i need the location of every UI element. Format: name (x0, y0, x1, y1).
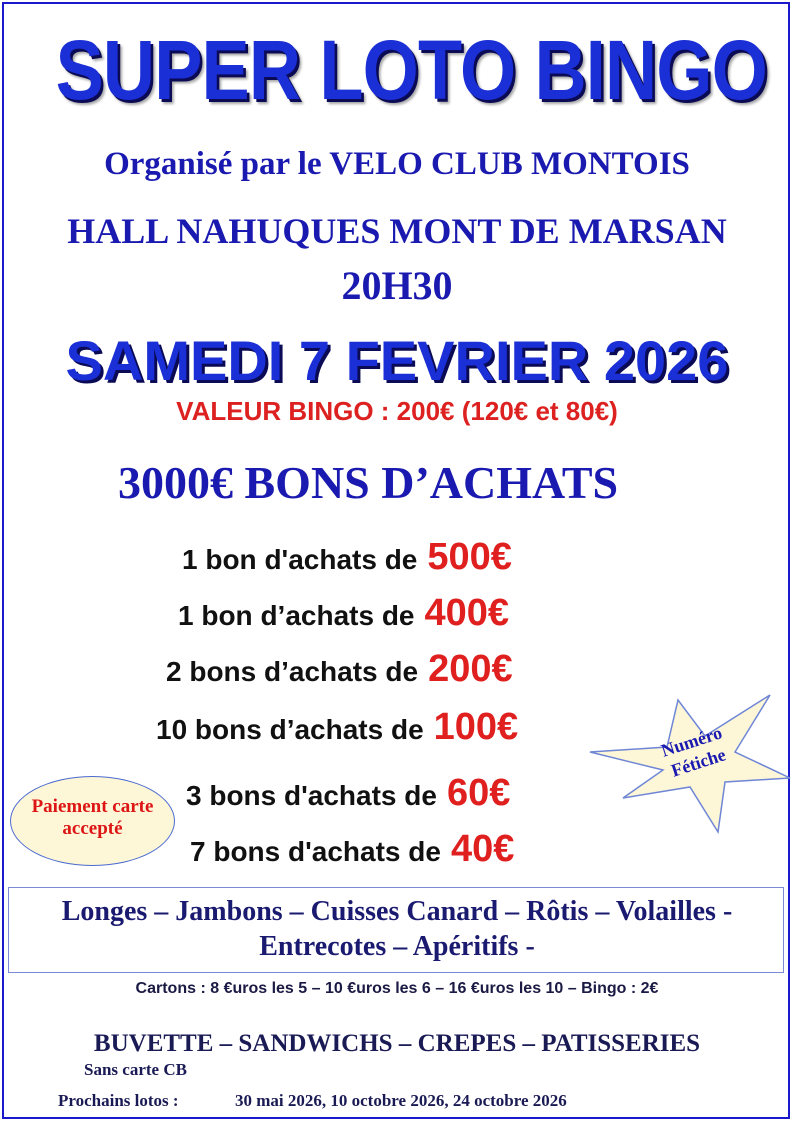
prize-line (182, 536, 512, 579)
bingo-value: VALEUR BINGO : 200€ (120€ et 80€) (176, 396, 618, 426)
prize-amount: 500€ (427, 536, 512, 578)
next-lotos-label: Prochains lotos : (58, 1091, 179, 1110)
lots-line-1: Longes – Jambons – Cuisses Canard – Rôtis – Volailles - (61, 896, 733, 927)
prize-amount: 400€ (424, 592, 510, 634)
payment-badge-text: Paiement carte accepté (31, 796, 154, 839)
buvette-line: BUVETTE – SANDWICHS – CREPES – PATISSERIES (93, 1030, 701, 1057)
event-time: 20H30 (341, 263, 453, 308)
total-vouchers: 3000€ BONS D’ACHATS (118, 457, 619, 508)
prize-label: 3 bons d'achats de (186, 780, 437, 811)
prize-label: 7 bons d'achats de (190, 836, 441, 867)
event-date: SAMEDI 7 FEVRIER 2026 (65, 329, 729, 392)
prize-line (186, 772, 510, 815)
prize-line (178, 592, 509, 635)
prize-label: 2 bons d’achats de (166, 656, 419, 687)
next-lotos-dates: 30 mai 2026, 10 octobre 2026, 24 octobre 2026 (235, 1091, 567, 1110)
prize-line (190, 828, 514, 871)
organizer-line: Organisé par le VELO CLUB MONTOIS (104, 146, 690, 182)
prize-amount: 100€ (433, 706, 519, 748)
poster-title: SUPER LOTO BINGO (55, 23, 767, 117)
sans-cb-note: Sans carte CB (84, 1060, 187, 1079)
cartons-pricing: Cartons : 8 €uros les 5 – 10 €uros les 6 – 16 €uros les 10 – Bingo : 2€ (135, 980, 659, 997)
prize-line (156, 706, 518, 749)
prize-label: 10 bons d’achats de (156, 714, 424, 745)
star-badge-text: Numéro Fétiche (658, 722, 729, 781)
venue-line: HALL NAHUQUES MONT DE MARSAN (67, 211, 727, 251)
prize-label: 1 bon d'achats de (182, 544, 418, 575)
prize-label: 1 bon d’achats de (178, 600, 415, 631)
prize-line (166, 648, 513, 691)
prize-amount: 60€ (446, 772, 511, 814)
prize-amount: 40€ (450, 828, 515, 870)
prize-amount: 200€ (428, 648, 513, 690)
lots-line-2: Entrecotes – Apéritifs - (259, 931, 535, 962)
